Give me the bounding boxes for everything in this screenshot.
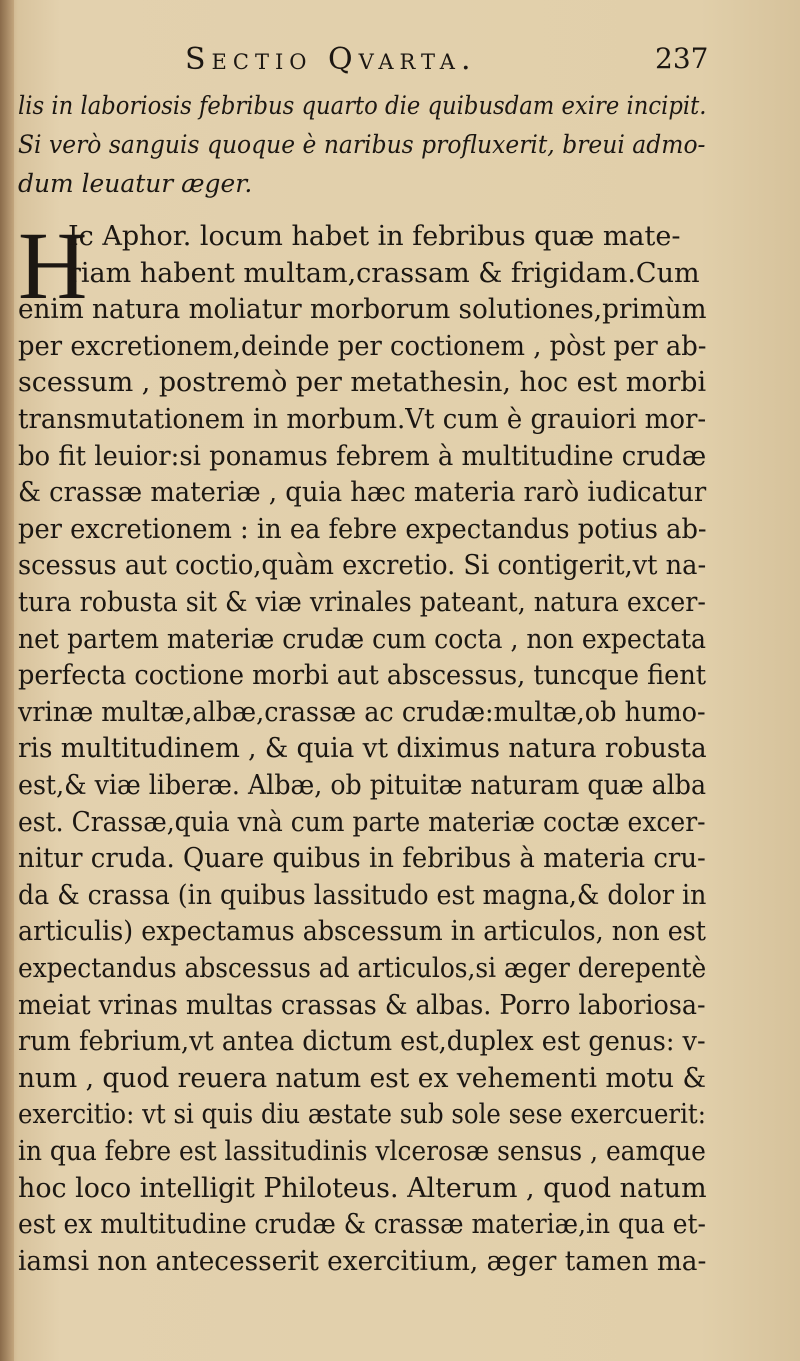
- commentary-line: meiat vrinas multas crassas & albas. Porro laboriosa-: [18, 989, 706, 1021]
- commentary-line: da & crassa (in quibus lassitudo est magna,& dolor in: [18, 879, 707, 911]
- commentary-line: Ic Aphor. locum habet in febribus quæ mate-: [68, 221, 681, 252]
- commentary-line: tura robusta sit & viæ vrinales pateant, natura excer-: [18, 587, 706, 618]
- page-number: 237: [655, 42, 709, 75]
- commentary-line: scessum , postremò per metathesin, hoc est morbi: [18, 367, 707, 399]
- commentary-line: per excretionem : in ea febre expectandus potius ab-: [18, 513, 707, 545]
- commentary-line: est. Crassæ,quia vnà cum parte materiæ coctæ excer-: [18, 806, 706, 838]
- commentary-line: in qua febre est lassitudinis vlcerosæ sensus , eamque: [18, 1136, 706, 1167]
- commentary-line: num , quod reuera natum est ex vehementi motu &: [18, 1062, 707, 1094]
- commentary-line: & crassæ materiæ , quia hæc materia rarò iudicatur: [18, 477, 707, 509]
- commentary-line: net partem materiæ crudæ cum cocta , non expectata: [18, 623, 707, 655]
- aphorism-text: [18, 86, 708, 203]
- commentary-line: est ex multitudine crudæ & crassæ materiæ,in qua et-: [18, 1209, 706, 1241]
- aphorism-line: lis in laboriosis febribus quarto die quibusdam exire incipit.: [18, 91, 707, 120]
- commentary-line: scessus aut coctio,quàm excretio. Si contigerit,vt na-: [18, 550, 707, 582]
- commentary-line: transmutationem in morbum.Vt cum è grauiori mor-: [18, 404, 707, 435]
- page-gutter-shadow: [0, 0, 14, 1361]
- commentary-line: rum febrium,vt antea dictum est,duplex est genus: v-: [18, 1026, 706, 1058]
- commentary-line: articulis) expectamus abscessum in articulos, non est: [18, 916, 706, 948]
- aphorism-line: Si verò sanguis quoque è naribus profluxerit, breui admo-: [18, 130, 706, 159]
- commentary-line: enim natura moliatur morborum solutiones,primùm: [18, 294, 707, 326]
- commentary-line: nitur cruda. Quare quibus in febribus à materia cru-: [18, 843, 706, 875]
- commentary-line: ris multitudinem , & quia vt diximus natura robusta: [18, 733, 707, 765]
- commentary-line: bo fit leuior:si ponamus febrem à multitudine crudæ: [18, 440, 707, 472]
- commentary-line: per excretionem,deinde per coctionem , pòst per ab-: [18, 330, 707, 362]
- commentary-line: vrinæ multæ,albæ,crassæ ac crudæ:multæ,ob humo-: [18, 696, 706, 728]
- commentary-line: iamsi non antecesserit exercitium, æger tamen ma-: [18, 1245, 707, 1277]
- commentary-line: est,& viæ liberæ. Albæ, ob pituitæ naturam quæ alba: [18, 770, 707, 801]
- commentary-line: riam habent multam,crassam & frigidam.Cum: [68, 257, 700, 289]
- page-header: [0, 36, 800, 86]
- drop-capital: H: [18, 212, 88, 319]
- commentary-line: hoc loco intelligit Philoteus. Alterum , quod natum: [18, 1172, 707, 1204]
- commentary-line: perfecta coctione morbi aut abscessus, tuncque fient: [18, 660, 707, 692]
- commentary-line: expectandus abscessus ad articulos,si æger derepentè: [18, 953, 707, 984]
- running-head: Sectio Qvarta.: [185, 42, 477, 77]
- commentary-line: exercitio: vt si quis diu æstate sub sole sese exercuerit:: [18, 1099, 706, 1131]
- aphorism-line: dum leuatur æger.: [18, 169, 253, 198]
